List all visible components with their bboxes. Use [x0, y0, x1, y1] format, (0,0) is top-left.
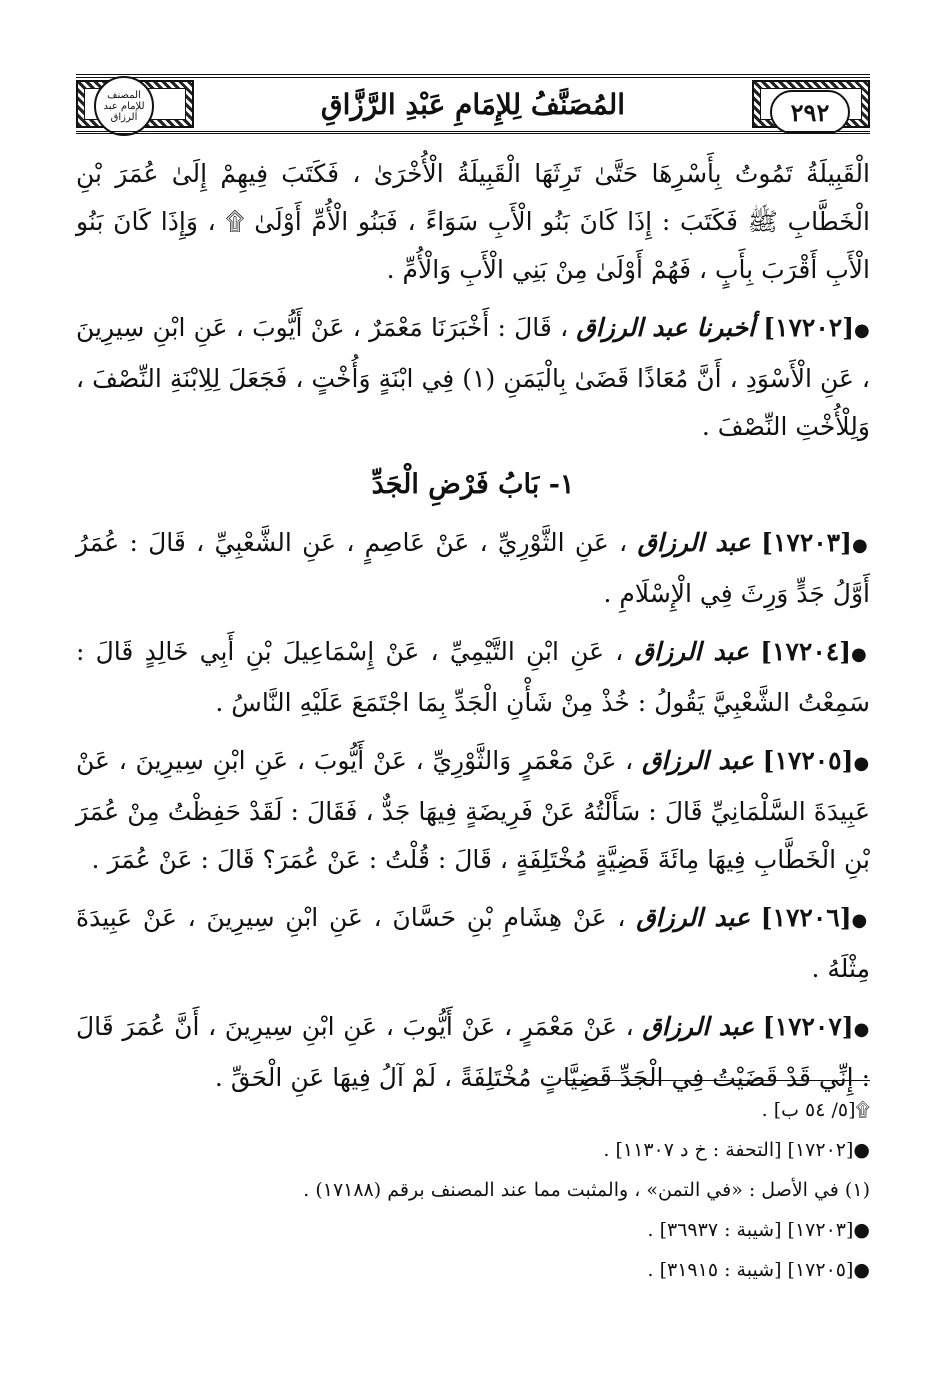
header-top-rule: [76, 74, 870, 78]
footnotes: [76, 1092, 870, 1292]
hadith-bullet: ●: [851, 910, 870, 931]
narrator: عبد الرزاق: [634, 637, 749, 666]
hadith-number: [١٧٢٠٦]: [760, 903, 852, 932]
hadith-text: ، قَالَ : أَخْبَرَنَا مَعْمَرٌ ، عَنْ أَيُّوبَ ، عَنِ ابْنِ سِيرِينَ ، عَنِ الْأَسْوَدِ ، أَنَّ مُعَاذًا قَضَىٰ بِالْيَمَنِ (١) فِي ابْنَةٍ وَأُخْتٍ ، فَجَعَلَ لِلِابْنَةِ النِّصْفَ ، وَلِلْأُخْتِ النِّصْفَ .: [76, 313, 870, 441]
hadith-17203: [76, 519, 870, 618]
narrator: عبد الرزاق: [636, 903, 750, 932]
hadith-text: ، عَنْ مَعْمَرٍ ، عَنْ أَيُّوبَ ، عَنِ ابْنِ سِيرِينَ ، أَنَّ عُمَرَ قَالَ : إِنِّي قَدْ قَضَيْتُ فِي الْجَدِّ قَضِيَّاتٍ مُخْتَلِفَةً ، لَمْ آلُ فِيهَا عَنِ الْحَقِّ .: [76, 1012, 870, 1092]
narrator: عبد الرزاق: [637, 528, 751, 557]
hadith-17202: [76, 304, 870, 451]
hadith-17205: [76, 737, 870, 884]
header-ornament-right: [752, 80, 870, 128]
footnote-17202: ●[١٧٢٠٢] [التحفة : خ د ١١٣٠٧] .: [603, 1139, 870, 1161]
hadith-number: [١٧٢٠٥]: [762, 746, 854, 775]
main-text: [76, 150, 870, 1112]
hadith-bullet: ●: [851, 535, 870, 556]
footnote-separator: [560, 1080, 870, 1081]
hadith-text: ، عَنْ مَعْمَرٍ وَالثَّوْرِيِّ ، عَنْ أَيُّوبَ ، عَنِ ابْنِ سِيرِينَ ، عَنْ عَبِيدَةَ السَّلْمَانِيِّ قَالَ : سَأَلْتُهُ عَنْ فَرِيضَةٍ فِيهَا جَدٌّ ، فَقَالَ : لَقَدْ حَفِظْتُ مِنْ عُمَرَ بْنِ الْخَطَّابِ فِيهَا مِائَةَ قَضِيَّةٍ مُخْتَلِفَةٍ ، قَالَ : قُلْتُ : عَنْ عُمَرَ؟ قَالَ : عَنْ عُمَرَ .: [76, 746, 870, 874]
chapter-heading: ١- بَابُ فَرْضِ الْجَدِّ: [371, 469, 575, 500]
hadith-17207: [76, 1003, 870, 1102]
running-title: المُصَنَّفُ لِلإِمَامِ عَبْدِ الرَّزَّاقِ: [320, 87, 626, 121]
page-header: [76, 74, 870, 134]
hadith-bullet: ●: [853, 1019, 871, 1040]
book-seal-logo: المصنف للإمام عبد الرزاق: [94, 76, 154, 136]
footnote-1: (١) في الأصل : «في التمن» ، والمثبت مما عند المصنف برقم (١٧١٨٨) .: [303, 1179, 870, 1201]
hadith-number: [١٧٢٠٧]: [762, 1012, 854, 1041]
hadith-bullet: ●: [853, 753, 870, 774]
hadith-bullet: ●: [854, 320, 871, 341]
header-bottom-rule: [76, 131, 870, 134]
narrator: أخبرنا عبد الرزاق: [576, 313, 755, 342]
hadith-17204: [76, 628, 870, 727]
paragraph-continued: الْقَبِيلَةُ تَمُوتُ بِأَسْرِهَا حَتَّىٰ تَرِثَهَا الْقَبِيلَةُ الْأُخْرَىٰ ، فَكَتَبَ فِيهِمْ إِلَىٰ عُمَرَ بْنِ الْخَطَّابِ ﷺ فَكَتَبَ : إِذَا كَانَ بَنُو الْأَبِ سَوَاءً ، فَبَنُو الْأُمِّ أَوْلَىٰ ۩ ، وَإِذَا كَانَ بَنُو الْأَبِ أَقْرَبَ بِأَبٍ ، فَهُمْ أَوْلَىٰ مِنْ بَنِي الْأَبِ وَالْأُمِّ .: [76, 159, 870, 284]
hadith-text: ، عَنْ هِشَامِ بْنِ حَسَّانَ ، عَنِ ابْنِ سِيرِينَ ، عَنْ عَبِيدَةَ مِثْلَهُ .: [76, 903, 870, 983]
hadith-number: [١٧٢٠٣]: [761, 528, 852, 557]
footnote-17205: ●[١٧٢٠٥] [شيبة : ٣١٩١٥] .: [647, 1259, 870, 1281]
hadith-17206: [76, 894, 870, 993]
hadith-number: [١٧٢٠٢]: [763, 313, 855, 342]
hadith-text: ، عَنِ الثَّوْرِيِّ ، عَنْ عَاصِمٍ ، عَنِ الشَّعْبِيِّ ، قَالَ : عُمَرُ أَوَّلُ جَدٍّ وَرِثَ فِي الْإِسْلَامِ .: [76, 528, 870, 608]
hadith-text: ، عَنِ ابْنِ التَّيْمِيِّ ، عَنْ إِسْمَاعِيلَ بْنِ أَبِي خَالِدٍ قَالَ : سَمِعْتُ الشَّعْبِيَّ يَقُولُ : خُذْ مِنْ شَأْنِ الْجَدِّ بِمَا اجْتَمَعَ عَلَيْهِ النَّاسُ .: [76, 637, 870, 717]
hadith-bullet: ●: [851, 644, 871, 665]
narrator: عبد الرزاق: [642, 1012, 755, 1041]
page-number: ٢٩٢: [770, 90, 850, 134]
narrator: عبد الرزاق: [641, 746, 754, 775]
hadith-number: [١٧٢٠٤]: [760, 637, 852, 666]
footnote-17203: ●[١٧٢٠٣] [شيبة : ٣٦٩٣٧] .: [647, 1219, 870, 1241]
footnote-folio: ۩[٥/ ٥٤ ب] .: [761, 1099, 870, 1121]
header-ornament-left: [76, 80, 194, 128]
